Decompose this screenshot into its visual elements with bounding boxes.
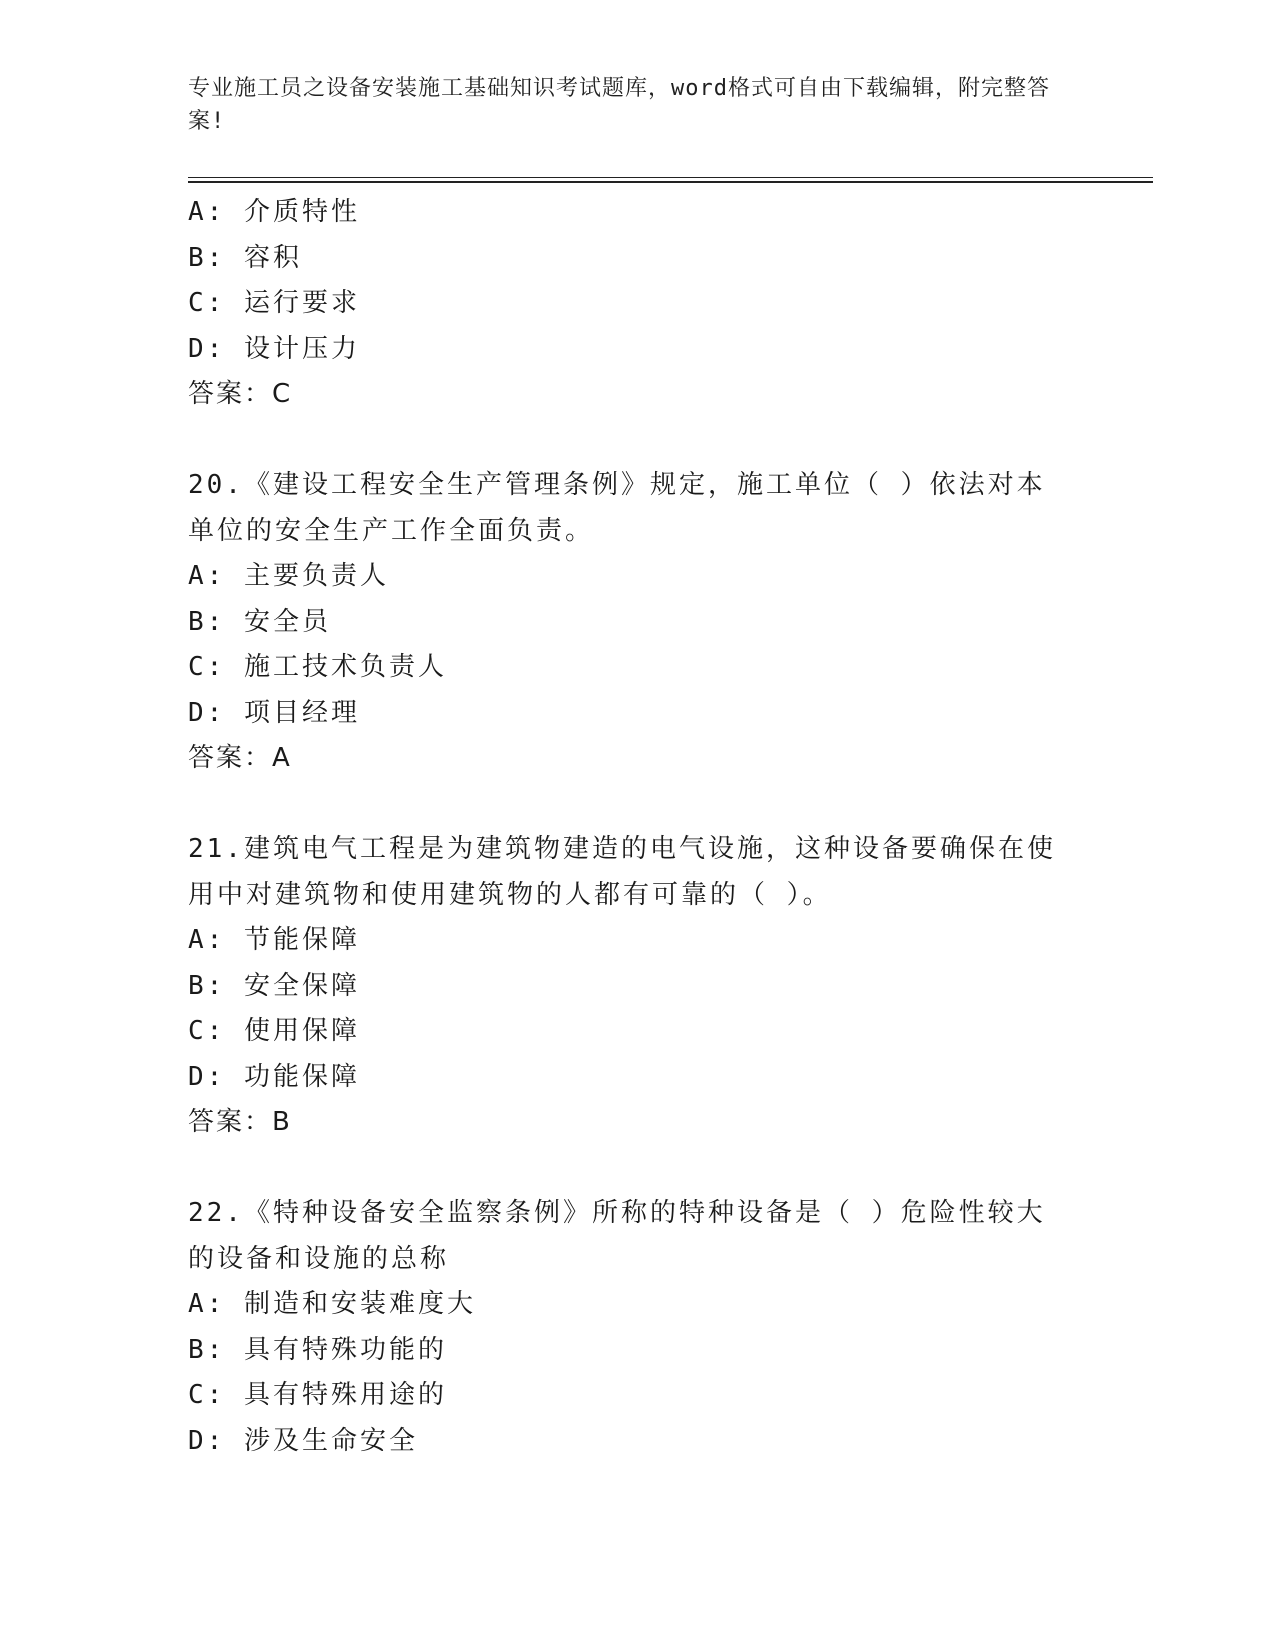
option-b: B: 具有特殊功能的: [188, 1334, 447, 1365]
option-c: C: 运行要求: [188, 288, 360, 318]
option-a: A: 主要负责人: [188, 561, 389, 591]
spacer: [188, 1146, 1088, 1192]
header-divider-thick: [188, 181, 1153, 183]
question-block-22: [188, 1191, 1088, 1464]
option-a: A: 制造和安装难度大: [188, 1289, 476, 1319]
option-d: D: 涉及生命安全: [188, 1425, 418, 1456]
option-c: C: 具有特殊用途的: [188, 1380, 447, 1410]
answer-line: 答案：C: [188, 379, 293, 409]
answer-line: 答案：A: [188, 743, 292, 773]
option-b: B: 安全保障: [188, 970, 360, 1001]
header-divider-thin: [188, 177, 1153, 178]
question-block-21: [188, 827, 1088, 1146]
spacer: [188, 782, 1088, 828]
option-b: B: 容积: [188, 242, 302, 273]
option-a: A: 节能保障: [188, 925, 360, 955]
option-d: D: 项目经理: [188, 697, 360, 728]
option-a: A: 介质特性: [188, 197, 360, 227]
option-b: B: 安全员: [188, 606, 331, 637]
question-block-19: [188, 190, 1088, 418]
option-d: D: 设计压力: [188, 333, 360, 364]
question-list: [188, 190, 1088, 1464]
question-text: 22.《特种设备安全监察条例》所称的特种设备是（ ）危险性较大的设备和设施的总称: [188, 1198, 1046, 1274]
spacer: [188, 418, 1088, 464]
option-c: C: 施工技术负责人: [188, 652, 447, 682]
answer-line: 答案：B: [188, 1107, 292, 1137]
question-text: 20.《建设工程安全生产管理条例》规定，施工单位（ ）依法对本单位的安全生产工作全面负责。: [188, 470, 1046, 546]
question-text: 21.建筑电气工程是为建筑物建造的电气设施，这种设备要确保在使用中对建筑物和使用建筑物的人都有可靠的（ ）。: [188, 834, 1056, 910]
option-c: C: 使用保障: [188, 1016, 360, 1046]
document-header: 专业施工员之设备安装施工基础知识考试题库，word格式可自由下载编辑，附完整答案!: [188, 76, 1050, 134]
question-block-20: [188, 463, 1088, 782]
option-d: D: 功能保障: [188, 1061, 360, 1092]
